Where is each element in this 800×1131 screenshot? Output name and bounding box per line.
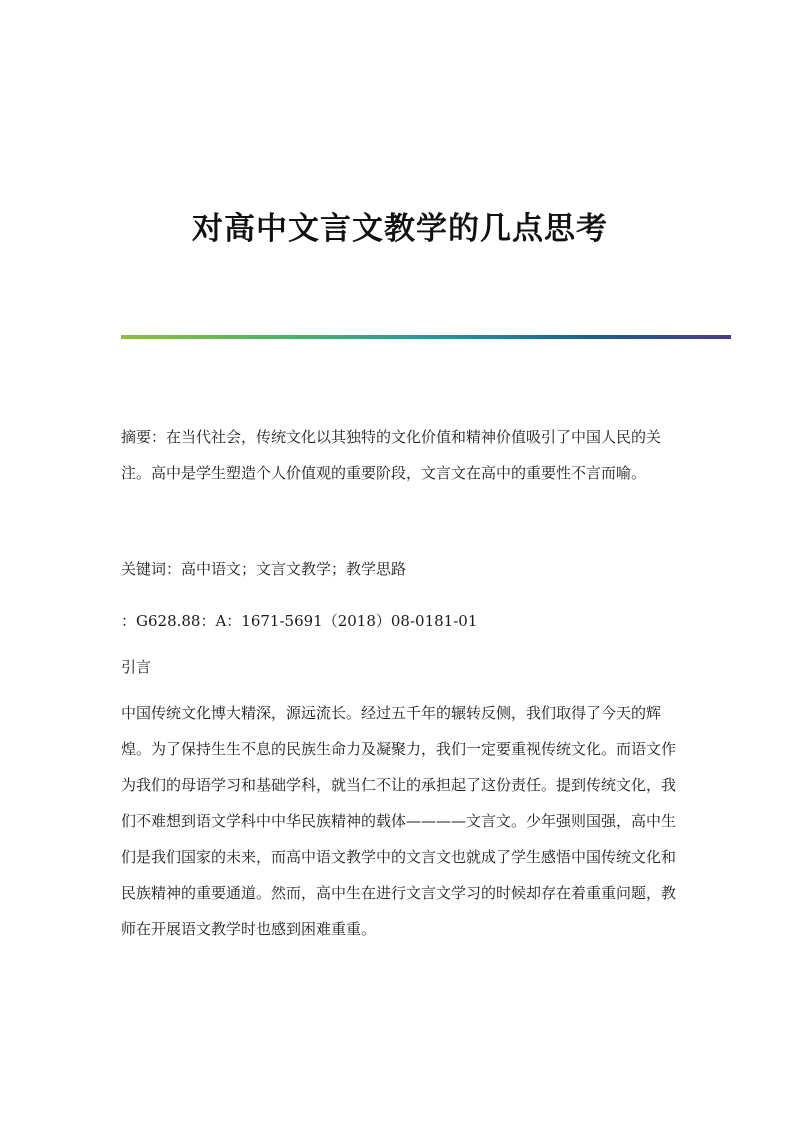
title-divider [121, 335, 731, 339]
intro-heading: 引言 [121, 658, 152, 676]
keywords-line: 关键词：高中语文；文言文教学；教学思路 [121, 560, 407, 578]
classification-line: ：G628.88：A：1671-5691（2018）08-0181-01 [121, 612, 478, 630]
intro-body-paragraph: 中国传统文化博大精深，源远流长。经过五千年的辗转反侧，我们取得了今天的辉煌。为了保持生生不息的民族生命力及凝聚力，我们一定要重视传统文化。而语文作为我们的母语学习和基础学科，就当仁不让的承担起了这份责任。提到传统文化，我们不难想到语文学科中中华民族精神的载体————文言文。少年强则国强，高中生们是我们国家的未来，而高中语文教学中的文言文也就成了学生感悟中国传统文化和民族精神的重要通道。然而，高中生在进行文言文学习的时候却存在着重重问题，教师在开展语文教学时也感到困难重重。 [121, 704, 677, 938]
document-title: 对高中文言文教学的几点思考 [192, 210, 608, 247]
abstract-paragraph: 摘要：在当代社会，传统文化以其独特的文化价值和精神价值吸引了中国人民的关注。高中是学生塑造个人价值观的重要阶段，文言文在高中的重要性不言而喻。 [121, 428, 662, 482]
